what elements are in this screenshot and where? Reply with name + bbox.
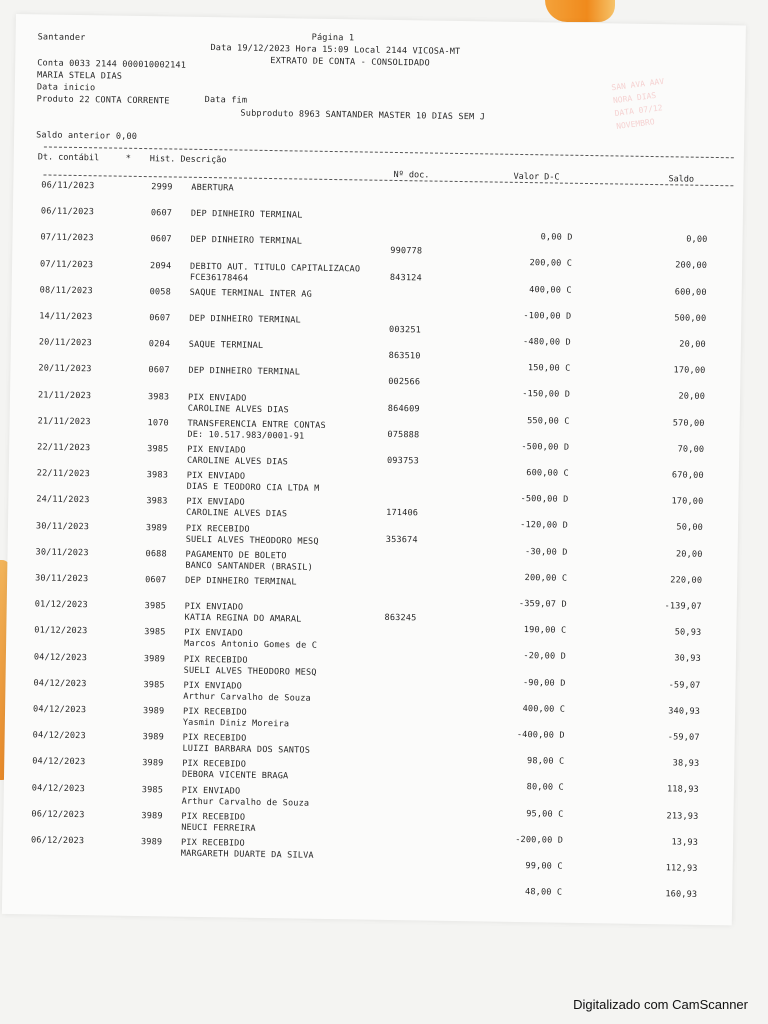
row-description-detail: SUELI ALVES THEODORO MESQ xyxy=(185,534,319,547)
row-doc-number: 863510 xyxy=(388,351,421,362)
row-description: DEP DINHEIRO TERMINAL xyxy=(188,366,301,378)
row-value: 600,00 C xyxy=(526,468,569,479)
row-code: 3983 xyxy=(146,470,169,481)
row-balance: 670,00 xyxy=(671,470,704,481)
row-value: -90,00 D xyxy=(522,677,566,689)
row-description: DEP DINHEIRO TERMINAL xyxy=(189,313,301,326)
row-description-detail: DE: 10.517.983/0001-91 xyxy=(187,429,305,442)
row-code: 3989 xyxy=(142,732,165,743)
row-description: PIX ENVIADO xyxy=(184,601,244,613)
row-balance: 20,00 xyxy=(678,391,706,403)
row-balance: 13,93 xyxy=(671,837,699,848)
bleed-through-stamp: SAN AVA AAV NORA DIAS DATA 07/12 NOVEMBRO xyxy=(610,76,665,131)
row-code: 3989 xyxy=(142,758,164,769)
row-balance: 160,93 xyxy=(665,889,698,900)
row-value: 200,00 C xyxy=(524,572,568,584)
row-description-detail: NEUCI FERREIRA xyxy=(181,822,256,834)
row-date: 14/11/2023 xyxy=(39,311,93,323)
row-code: 3985 xyxy=(147,444,169,455)
statement-paper xyxy=(2,14,746,925)
row-date: 01/12/2023 xyxy=(34,599,88,611)
row-balance: 112,93 xyxy=(665,863,698,874)
row-description-detail: Arthur Carvalho de Souza xyxy=(183,691,311,704)
row-date: 06/12/2023 xyxy=(31,809,85,820)
row-balance: 70,00 xyxy=(677,444,705,455)
row-code: 0607 xyxy=(150,234,172,245)
row-description-detail: FCE36178464 xyxy=(189,272,249,284)
row-description: ABERTURA xyxy=(191,182,234,194)
row-date: 06/11/2023 xyxy=(40,206,95,218)
row-description: DEP DINHEIRO TERMINAL xyxy=(185,575,297,588)
row-value: 98,00 C xyxy=(527,756,565,767)
row-value: 550,00 C xyxy=(527,415,570,427)
row-code: 3985 xyxy=(141,784,164,795)
row-value: 0,00 D xyxy=(540,232,573,243)
row-code: 3989 xyxy=(141,810,163,822)
row-balance: 20,00 xyxy=(675,549,703,560)
row-date: 22/11/2023 xyxy=(37,442,91,454)
row-value: 48,00 C xyxy=(524,887,563,898)
row-value: 95,00 C xyxy=(526,808,564,820)
row-date: 04/12/2023 xyxy=(32,730,86,742)
row-description: PIX ENVIADO xyxy=(181,785,241,797)
row-code: 1070 xyxy=(147,417,169,429)
row-description: PIX RECEBIDO xyxy=(180,837,245,849)
row-value: -480,00 D xyxy=(522,337,571,348)
header-rule-bottom xyxy=(43,171,733,186)
row-value xyxy=(483,205,573,206)
row-description: SAQUE TERMINAL xyxy=(188,339,264,352)
row-description: DEP DINHEIRO TERMINAL xyxy=(190,235,303,247)
row-description: PIX ENVIADO xyxy=(187,444,246,456)
row-value: 80,00 C xyxy=(526,782,564,794)
row-doc-number: 002566 xyxy=(388,377,421,388)
row-balance: 30,93 xyxy=(674,653,702,665)
row-code: 3989 xyxy=(140,837,163,848)
row-date: 30/11/2023 xyxy=(35,547,89,559)
row-description: PIX RECEBIDO xyxy=(183,654,248,666)
row-date: 21/11/2023 xyxy=(37,416,91,428)
background-orange-edge xyxy=(545,0,615,22)
row-date: 08/11/2023 xyxy=(39,285,93,297)
row-balance: 170,00 xyxy=(673,365,706,377)
row-date: 21/11/2023 xyxy=(37,389,92,401)
start-date-label: Data inicio xyxy=(36,82,96,94)
row-description: PAGAMENTO DE BOLETO xyxy=(185,549,287,562)
row-date: 06/12/2023 xyxy=(30,835,85,847)
row-date: 07/11/2023 xyxy=(39,259,94,270)
row-value: -400,00 D xyxy=(516,729,565,741)
row-description: PIX RECEBIDO xyxy=(185,523,250,535)
row-value: -150,00 D xyxy=(522,389,571,401)
row-doc-number: 353674 xyxy=(385,534,418,545)
row-description-detail: LUIZI BARBARA DOS SANTOS xyxy=(182,743,311,756)
row-date: 04/12/2023 xyxy=(33,651,88,663)
row-code: 0607 xyxy=(145,575,167,586)
row-code: 3989 xyxy=(142,706,165,717)
row-code: 3985 xyxy=(143,679,165,691)
row-description-detail: Yasmin Diniz Moreira xyxy=(182,717,290,730)
row-balance: 570,00 xyxy=(672,417,705,429)
row-balance: 20,00 xyxy=(679,339,706,350)
previous-balance: Saldo anterior 0,00 xyxy=(36,130,138,142)
row-description-detail: CAROLINE ALVES DIAS xyxy=(187,403,289,415)
row-code: 0607 xyxy=(148,365,170,376)
row-date: 01/12/2023 xyxy=(34,625,88,637)
row-description: PIX RECEBIDO xyxy=(182,732,247,744)
account-number: Conta 0033 2144 000010002141 xyxy=(37,58,187,71)
row-code: 0058 xyxy=(149,286,172,298)
row-date: 30/11/2023 xyxy=(35,573,89,585)
row-balance: -59,07 xyxy=(668,679,701,691)
row-code: 3983 xyxy=(146,496,168,507)
row-value: -100,00 D xyxy=(523,310,572,322)
row-code: 0688 xyxy=(145,548,167,560)
row-code: 3989 xyxy=(143,653,166,665)
row-description: PIX RECEBIDO xyxy=(182,759,247,771)
row-value: 400,00 C xyxy=(529,284,572,296)
column-value: Valor D-C xyxy=(513,171,560,183)
row-date: 04/12/2023 xyxy=(31,782,86,794)
row-description: PIX RECEBIDO xyxy=(181,811,246,823)
row-code: 2999 xyxy=(151,182,173,193)
row-balance: 220,00 xyxy=(670,575,703,586)
row-balance: 500,00 xyxy=(674,313,707,324)
row-doc-number: 003251 xyxy=(389,324,422,336)
row-balance: 0,00 xyxy=(686,234,708,246)
row-date: 04/12/2023 xyxy=(32,756,86,768)
row-description-detail: SUELI ALVES THEODORO MESQ xyxy=(183,665,317,678)
row-description-detail: MARGARETH DUARTE DA SILVA xyxy=(180,848,314,861)
row-date: 20/11/2023 xyxy=(38,337,93,349)
row-code: 3985 xyxy=(144,601,167,612)
row-balance: 200,00 xyxy=(675,260,708,272)
account-holder: MARIA STELA DIAS xyxy=(36,70,123,82)
row-description-detail: Marcos Antonio Gomes de C xyxy=(184,639,318,652)
row-balance: 38,93 xyxy=(672,758,700,770)
statement-title: EXTRATO DE CONTA - CONSOLIDADO xyxy=(270,56,430,69)
row-description: TRANSFERENCIA ENTRE CONTAS xyxy=(187,418,326,431)
row-code: 3983 xyxy=(147,391,170,403)
row-doc-number: 864609 xyxy=(387,403,420,414)
column-balance: Saldo xyxy=(668,174,695,185)
row-value: -359,07 D xyxy=(518,598,567,610)
subproduct-line: Subproduto 8963 SANTANDER MASTER 10 DIAS SEM J xyxy=(240,108,486,123)
row-description: DEP DINHEIRO TERMINAL xyxy=(190,208,303,221)
row-code: 2094 xyxy=(149,260,172,272)
row-description: PIX ENVIADO xyxy=(186,470,246,482)
row-balance: 118,93 xyxy=(666,784,699,796)
column-marker: * xyxy=(125,153,131,164)
row-code: 0607 xyxy=(150,208,173,219)
row-value: -20,00 D xyxy=(523,651,567,663)
row-description-detail: BANCO SANTANDER (BRASIL) xyxy=(185,560,314,573)
row-description-detail: CAROLINE ALVES DIAS xyxy=(186,455,289,468)
row-description: PIX ENVIADO xyxy=(187,392,247,404)
row-description-detail: Arthur Carvalho de Souza xyxy=(181,796,310,809)
product-line: Produto 22 CONTA CORRENTE xyxy=(36,94,170,107)
row-value: 99,00 C xyxy=(525,861,563,872)
date-time-line: Data 19/12/2023 Hora 15:09 Local 2144 VICOSA-MT xyxy=(210,43,461,57)
row-description: PIX ENVIADO xyxy=(184,628,243,640)
row-doc-number: 171406 xyxy=(386,508,419,519)
row-value: 150,00 C xyxy=(527,363,571,374)
row-value: -120,00 D xyxy=(520,520,569,532)
row-value: 200,00 C xyxy=(529,258,573,270)
row-doc-number: 075888 xyxy=(387,429,420,441)
column-date: Dt. contábil xyxy=(37,152,100,164)
row-description: PIX ENVIADO xyxy=(186,497,245,509)
camscanner-watermark: Digitalizado com CamScanner xyxy=(573,997,748,1012)
row-code: 0607 xyxy=(149,313,171,324)
row-date: 04/12/2023 xyxy=(33,678,87,689)
row-description: PIX ENVIADO xyxy=(183,680,243,692)
row-description-detail: DEBORA VICENTE BRAGA xyxy=(181,770,289,782)
row-value: 190,00 C xyxy=(523,625,567,636)
row-description: SAQUE TERMINAL INTER AG xyxy=(189,287,313,300)
row-code: 3989 xyxy=(145,522,168,534)
column-history: Hist. Descrição xyxy=(149,154,227,166)
row-balance: 600,00 xyxy=(674,286,707,298)
bank-name: Santander xyxy=(37,32,86,44)
end-date-label: Data fim xyxy=(204,94,248,106)
column-doc: Nº doc. xyxy=(393,169,430,181)
row-value: -500,00 D xyxy=(521,441,570,453)
row-code: 3985 xyxy=(144,627,166,638)
row-value: -200,00 D xyxy=(515,834,564,846)
row-value: 400,00 C xyxy=(522,703,566,715)
row-balance xyxy=(613,207,708,208)
row-description: PIX RECEBIDO xyxy=(182,706,247,718)
row-date: 20/11/2023 xyxy=(38,363,92,375)
row-doc-number: 093753 xyxy=(386,455,420,467)
row-balance: -139,07 xyxy=(664,601,702,612)
row-description-detail: KATIA REGINA DO AMARAL xyxy=(184,612,302,625)
row-description: DEBITO AUT. TITULO CAPITALIZACAO xyxy=(189,261,361,275)
row-balance: 50,93 xyxy=(674,627,702,639)
row-date: 24/11/2023 xyxy=(36,494,90,506)
row-description-detail: DIAS E TEODORO CIA LTDA M xyxy=(186,481,320,495)
row-value: -500,00 D xyxy=(520,494,569,505)
row-balance: 170,00 xyxy=(671,496,704,508)
row-description-detail: CAROLINE ALVES DIAS xyxy=(186,508,288,520)
row-date: 07/11/2023 xyxy=(40,232,94,244)
row-value: -30,00 D xyxy=(524,546,568,558)
row-code: 0204 xyxy=(148,339,171,350)
row-doc-number: 843124 xyxy=(389,272,422,283)
row-date: 06/11/2023 xyxy=(41,180,95,192)
row-balance: 340,93 xyxy=(668,706,701,717)
row-doc-number: 863245 xyxy=(384,613,417,624)
row-balance: 213,93 xyxy=(666,810,699,822)
row-date: 04/12/2023 xyxy=(33,704,87,716)
row-doc-number: 990778 xyxy=(390,246,423,257)
row-balance: -59,07 xyxy=(667,732,700,743)
row-date: 30/11/2023 xyxy=(35,520,90,532)
row-date: 22/11/2023 xyxy=(36,468,91,480)
page-number: Página 1 xyxy=(311,32,355,44)
row-balance: 50,00 xyxy=(676,522,704,534)
